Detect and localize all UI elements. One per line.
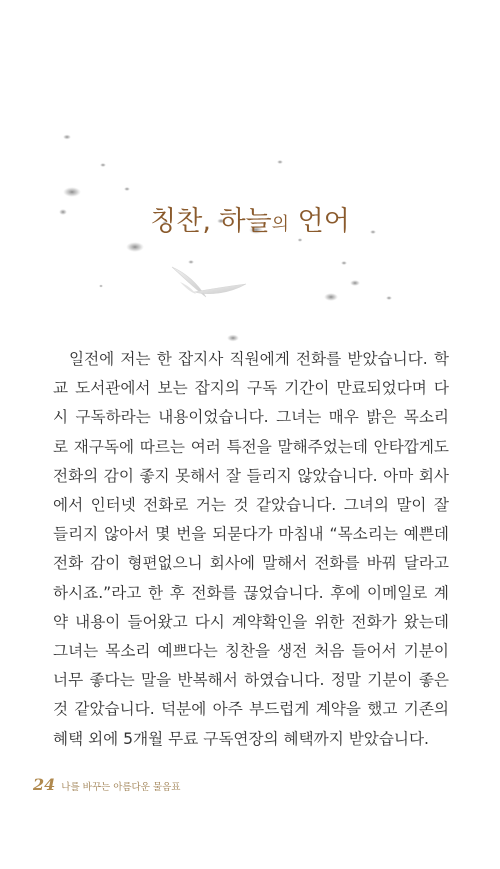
chapter-title [0, 199, 500, 238]
chapter-title-part1: 칭찬, 하늘 [150, 206, 272, 238]
body-paragraph: 일전에 저는 한 잡지사 직원에게 전화를 받았습니다. 학교 도서관에서 보는 잡지의 구독 기간이 만료되었다며 다시 구독하라는 내용이었습니다. 그녀는 매우 밝은 목소리로 재구독에 따르는 여러 특전을 말해주었는데 안타깝게도 전화의 감이 좋지 못해서 잘 들리지 않았습니다. 아마 회사에서 인터넷 전화로 거는 것 같았습니다. 그녀의 말이 잘 들리지 않아서 몇 번을 되묻다가 마침내 “목소리는 예쁜데 전화 감이 형편없으니 회사에 말해서 전화를 바꿔 달라고 하시죠.”라고 한 후 전화를 끊었습니다. 후에 이메일로 계약 내용이 들어왔고 다시 계약확인을 위한 전화가 왔는데 그녀는 목소리 예쁘다는 칭찬을 생전 처음 들어서 기분이 너무 좋다는 말을 반복해서 하였습니다. 정말 기분이 좋은 것 같았습니다. 덕분에 아주 부드럽게 계약을 했고 기존의 혜택 외에 5개월 무료 구독연장의 혜택까지 받았습니다. [53, 350, 449, 748]
chapter-title-particle: 의 [271, 214, 290, 236]
body-text [53, 345, 449, 754]
page-footer [33, 775, 180, 794]
running-book-title: 나를 바꾸는 아름다운 물음표 [61, 782, 181, 793]
falling-petals-decoration [0, 0, 500, 360]
page-number: 24 [33, 775, 56, 794]
chapter-title-part2: 언어 [289, 206, 350, 238]
